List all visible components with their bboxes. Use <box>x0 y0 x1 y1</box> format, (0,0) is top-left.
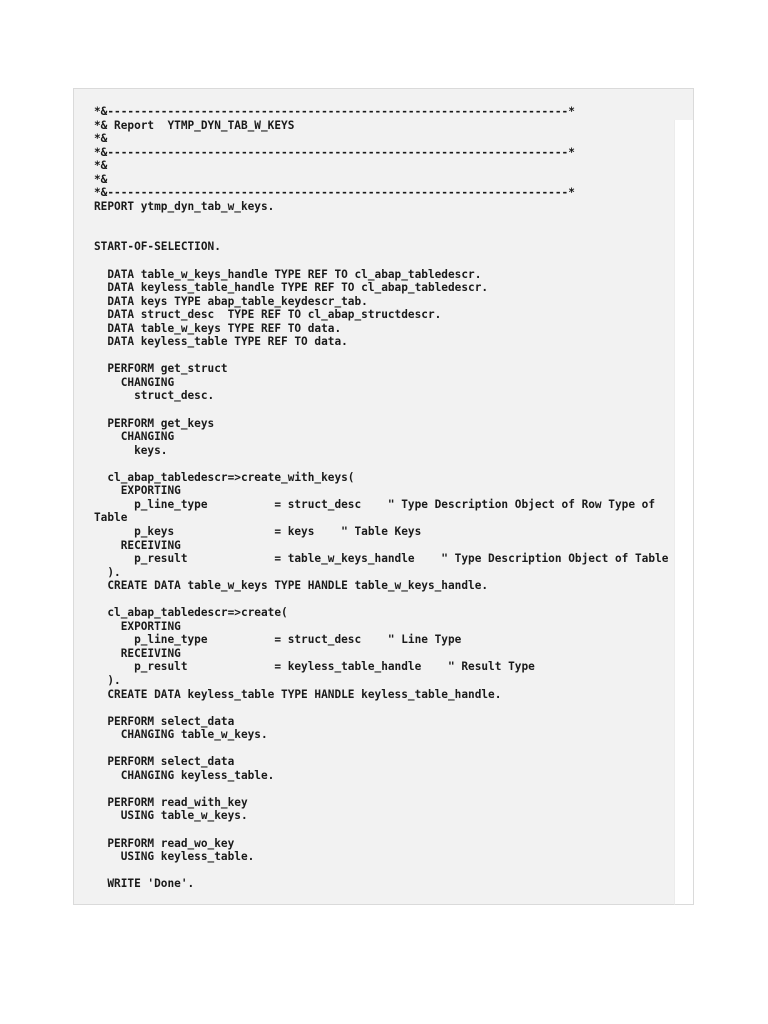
code-line: CHANGING <box>94 430 175 444</box>
code-line: *& <box>94 159 108 173</box>
code-line <box>94 403 672 417</box>
code-line: PERFORM select_data <box>94 714 235 728</box>
code-line <box>94 457 672 471</box>
code-line: *&---------------------------------------------------------------------* <box>94 186 575 200</box>
code-line: CHANGING <box>94 375 175 389</box>
code-line: CHANGING table_w_keys. <box>94 728 268 742</box>
code-line: DATA table_w_keys_handle TYPE REF TO cl_abap_tabledescr. <box>94 267 482 281</box>
code-line: *& <box>94 172 108 186</box>
code-line <box>94 227 672 241</box>
code-line: PERFORM get_struct <box>94 362 228 376</box>
code-line: CREATE DATA keyless_table TYPE HANDLE keyless_table_handle. <box>94 687 502 701</box>
code-line <box>94 864 672 878</box>
code-line: p_line_type = struct_desc " Line Type <box>94 633 462 647</box>
code-line: EXPORTING <box>94 484 181 498</box>
code-line: CHANGING keyless_table. <box>94 768 275 782</box>
code-line <box>94 701 672 715</box>
code-line: PERFORM get_keys <box>94 416 215 430</box>
code-line: keys. <box>94 443 168 457</box>
code-line: ). <box>94 673 121 687</box>
code-line: EXPORTING <box>94 619 181 633</box>
code-line: *& <box>94 132 108 146</box>
code-line: *&---------------------------------------------------------------------* <box>94 105 575 118</box>
code-line: cl_abap_tabledescr=>create_with_keys( <box>94 470 355 484</box>
code-line: struct_desc. <box>94 389 215 403</box>
code-line: p_line_type = struct_desc " Type Description Object of Row Type of <box>94 497 656 511</box>
code-line: Table <box>94 511 128 525</box>
code-line: DATA table_w_keys TYPE REF TO data. <box>94 321 342 335</box>
code-line: ). <box>94 565 121 579</box>
code-line: PERFORM select_data <box>94 755 235 769</box>
code-line <box>94 349 672 363</box>
code-line: RECEIVING <box>94 538 181 552</box>
code-line <box>94 213 672 227</box>
code-line: cl_abap_tabledescr=>create( <box>94 606 288 620</box>
code-line: PERFORM read_with_key <box>94 795 248 809</box>
code-line: DATA keyless_table TYPE REF TO data. <box>94 335 348 349</box>
code-line <box>94 742 672 756</box>
code-line: CREATE DATA table_w_keys TYPE HANDLE table_w_keys_handle. <box>94 579 489 593</box>
code-line: RECEIVING <box>94 646 181 660</box>
code-line: DATA keys TYPE abap_table_keydescr_tab. <box>94 294 368 308</box>
code-line <box>94 823 672 837</box>
code-line: PERFORM read_wo_key <box>94 836 235 850</box>
code-line: *&---------------------------------------------------------------------* <box>94 145 575 159</box>
code-line: USING table_w_keys. <box>94 809 248 823</box>
code-line: WRITE 'Done'. <box>94 877 195 891</box>
abap-source-code <box>94 105 672 891</box>
code-line: p_result = table_w_keys_handle " Type Description Object of Table <box>94 552 669 566</box>
code-line <box>94 782 672 796</box>
code-line: DATA keyless_table_handle TYPE REF TO cl_abap_tabledescr. <box>94 281 489 295</box>
code-panel-margin-strip <box>674 120 694 905</box>
code-line: DATA struct_desc TYPE REF TO cl_abap_structdescr. <box>94 308 442 322</box>
code-line: USING keyless_table. <box>94 850 255 864</box>
code-line: *& Report YTMP_DYN_TAB_W_KEYS <box>94 118 295 132</box>
code-line <box>94 593 672 607</box>
code-line: REPORT ytmp_dyn_tab_w_keys. <box>94 199 275 213</box>
code-line <box>94 254 672 268</box>
code-line: p_result = keyless_table_handle " Result Type <box>94 660 535 674</box>
code-line: p_keys = keys " Table Keys <box>94 524 422 538</box>
code-line: START-OF-SELECTION. <box>94 240 221 254</box>
